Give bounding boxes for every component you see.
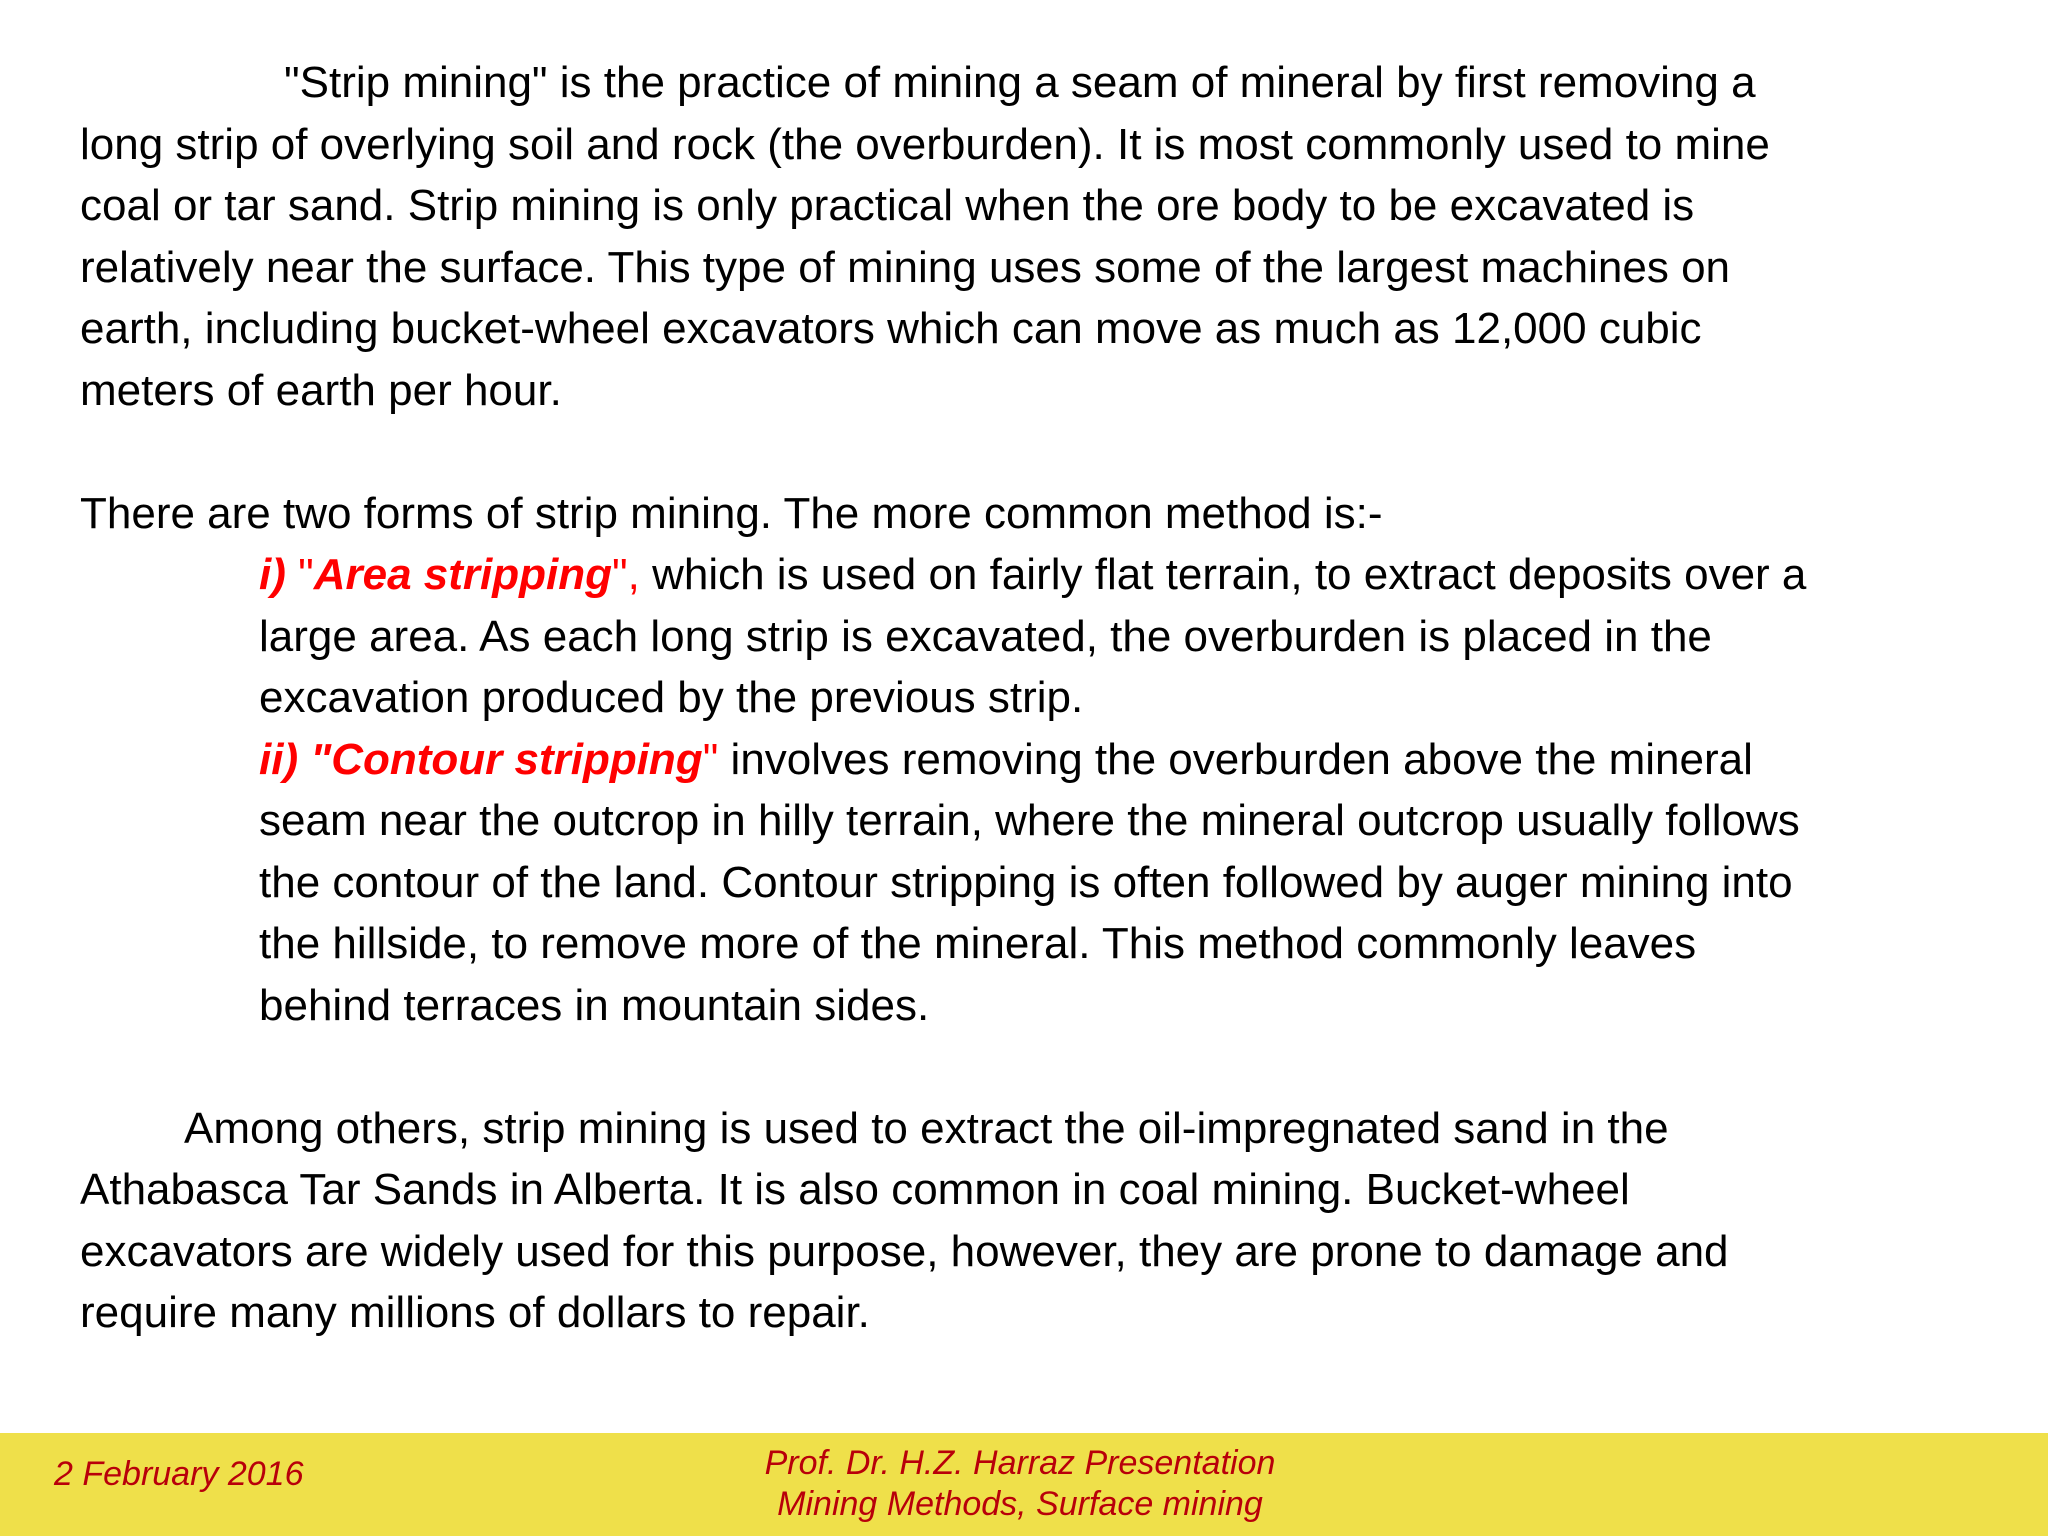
text-line: the hillside, to remove more of the mineral. This method commonly leaves [259,919,1697,968]
spacer [80,1036,1980,1098]
item-description: which is used on fairly flat terrain, to extract deposits over a [639,550,1807,599]
open-quote: " [298,550,314,599]
text-line: meters of earth per hour. [80,365,562,415]
footer-title [700,1443,1340,1525]
text-line: "Strip mining" is the practice of mining a seam of mineral by first removing a [284,58,1756,107]
closing-paragraph [80,1098,1980,1344]
list-item-area-stripping [259,544,1980,729]
intro-paragraph [80,52,1980,421]
text-line: the contour of the land. Contour stripping is often followed by auger mining into [259,857,1793,907]
text-line: require many millions of dollars to repair. [80,1288,870,1337]
footer-presenter: Prof. Dr. H.Z. Harraz Presentation [764,1444,1276,1482]
footer-subject: Mining Methods, Surface mining [777,1485,1263,1523]
text-line: Among others, strip mining is used to extract the oil-impregnated sand in the [184,1103,1669,1153]
text-line: behind terraces in mountain sides. [259,980,930,1030]
text-line: Athabasca Tar Sands in Alberta. It is also common in coal mining. Bucket-wheel [80,1165,1630,1214]
footer-bar [0,1433,2048,1536]
close-quote: ", [612,550,640,599]
footer-date: 2 February 2016 [54,1455,304,1493]
method-list [259,544,1980,1036]
spacer [80,421,1980,483]
text-line: seam near the outcrop in hilly terrain, where the mineral outcrop usually follows [259,796,1800,845]
text-line: large area. As each long strip is excavated, the overburden is placed in the [259,611,1712,661]
term-area-stripping: Area stripping [313,550,613,599]
term-contour-stripping: ii) "Contour stripping [259,734,703,784]
text-line [259,544,1980,606]
text-line: coal or tar sand. Strip mining is only practical when the ore body to be excavated is [80,181,1695,230]
text-line [259,729,1980,791]
slide-body [80,52,1980,1344]
list-item-contour-stripping [259,729,1980,1037]
item-number: i) [259,550,299,599]
text-line: excavators are widely used for this purpose, however, they are prone to damage and [80,1226,1729,1276]
forms-intro-line: There are two forms of strip mining. The more common method is:- [80,488,1383,538]
text-line: earth, including bucket-wheel excavators which can move as much as 12,000 cubic [80,304,1702,353]
text-line: relatively near the surface. This type of mining uses some of the largest machines on [80,242,1731,292]
close-quote: " [702,734,719,784]
text-line: excavation produced by the previous strip. [259,673,1084,722]
text-line: long strip of overlying soil and rock (the overburden). It is most commonly used to mine [80,119,1770,169]
item-description: involves removing the overburden above the mineral [718,734,1753,784]
